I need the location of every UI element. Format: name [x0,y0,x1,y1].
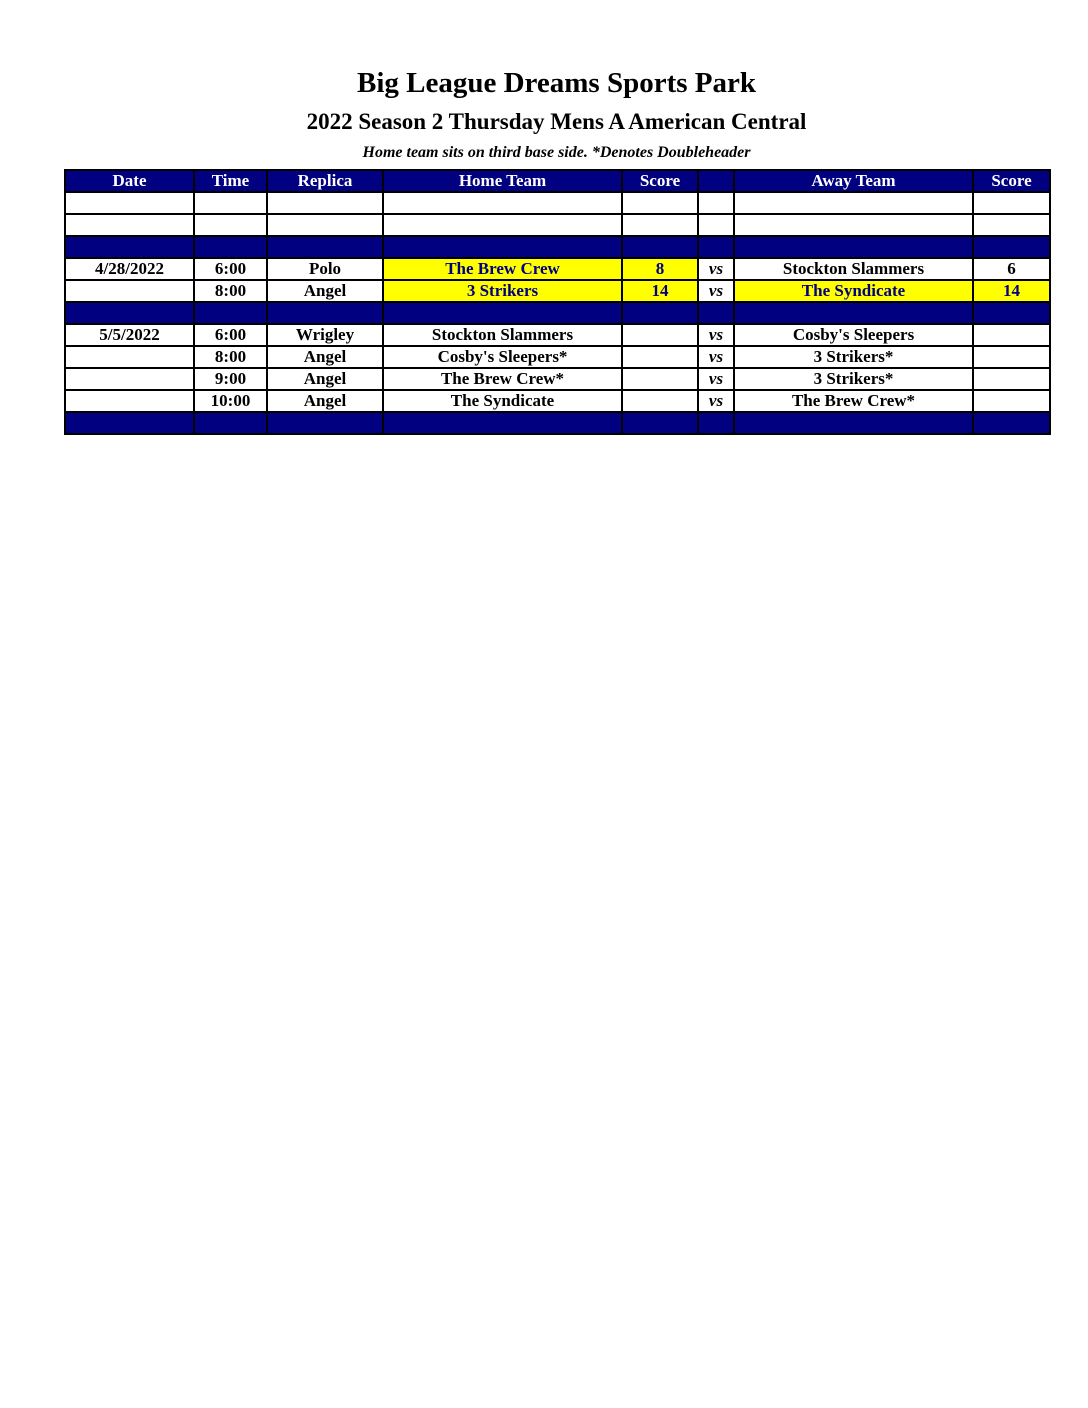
game-row [65,324,1050,346]
away-team: Cosby's Sleepers [734,324,973,346]
empty-cell [383,192,622,214]
empty-cell [973,192,1050,214]
game-row [65,368,1050,390]
home-score: 8 [622,258,698,280]
vs-label: vs [698,324,734,346]
col-header-date: Date [65,170,194,192]
away-team: 3 Strikers* [734,368,973,390]
game-time: 8:00 [194,346,267,368]
empty-cell [65,192,194,214]
game-time: 6:00 [194,258,267,280]
empty-cell [622,192,698,214]
game-field: Wrigley [267,324,383,346]
home-score [622,368,698,390]
vs-label: vs [698,280,734,302]
col-header-away-team: Away Team [734,170,973,192]
empty-row [65,192,1050,214]
empty-row [65,214,1050,236]
away-score: 6 [973,258,1050,280]
away-score [973,390,1050,412]
away-score [973,368,1050,390]
empty-cell [698,214,734,236]
game-time: 6:00 [194,324,267,346]
away-team: The Brew Crew* [734,390,973,412]
game-date: 4/28/2022 [65,258,194,280]
empty-cell [267,214,383,236]
table-header-row [65,170,1050,192]
vs-label: vs [698,368,734,390]
vs-label: vs [698,258,734,280]
game-date [65,390,194,412]
away-score: 14 [973,280,1050,302]
vs-label: vs [698,346,734,368]
empty-cell [267,192,383,214]
page-title: Big League Dreams Sports Park [356,67,756,99]
empty-cell [383,214,622,236]
home-score [622,346,698,368]
empty-cell [734,214,973,236]
col-header-home-score: Score [622,170,698,192]
home-team: The Brew Crew [383,258,622,280]
home-score [622,324,698,346]
game-row [65,258,1050,280]
separator-row [65,236,1050,258]
empty-cell [622,214,698,236]
game-row [65,280,1050,302]
empty-cell [734,192,973,214]
away-score [973,346,1050,368]
schedule-table [64,169,1051,435]
col-header-home-team: Home Team [383,170,622,192]
game-field: Angel [267,368,383,390]
empty-cell [698,192,734,214]
home-team: The Brew Crew* [383,368,622,390]
col-header-time: Time [194,170,267,192]
game-time: 9:00 [194,368,267,390]
col-header-replica: Replica [267,170,383,192]
game-time: 10:00 [194,390,267,412]
away-team: 3 Strikers* [734,346,973,368]
game-row [65,390,1050,412]
game-field: Angel [267,390,383,412]
col-header-vs [698,170,734,192]
game-field: Polo [267,258,383,280]
game-date [65,368,194,390]
game-date: 5/5/2022 [65,324,194,346]
game-row [65,346,1050,368]
page-note: Home team sits on third base side. *Denotes Doubleheader [362,144,751,161]
home-team: Stockton Slammers [383,324,622,346]
empty-cell [973,214,1050,236]
game-time: 8:00 [194,280,267,302]
page-subtitle: 2022 Season 2 Thursday Mens A American Central [306,109,807,134]
empty-cell [194,214,267,236]
game-field: Angel [267,346,383,368]
game-date [65,346,194,368]
away-team: Stockton Slammers [734,258,973,280]
home-team: 3 Strikers [383,280,622,302]
home-score [622,390,698,412]
home-team: The Syndicate [383,390,622,412]
separator-row [65,412,1050,434]
home-score: 14 [622,280,698,302]
empty-cell [194,192,267,214]
empty-cell [65,214,194,236]
col-header-away-score: Score [973,170,1050,192]
separator-row [65,302,1050,324]
away-score [973,324,1050,346]
home-team: Cosby's Sleepers* [383,346,622,368]
game-date [65,280,194,302]
game-field: Angel [267,280,383,302]
away-team: The Syndicate [734,280,973,302]
vs-label: vs [698,390,734,412]
